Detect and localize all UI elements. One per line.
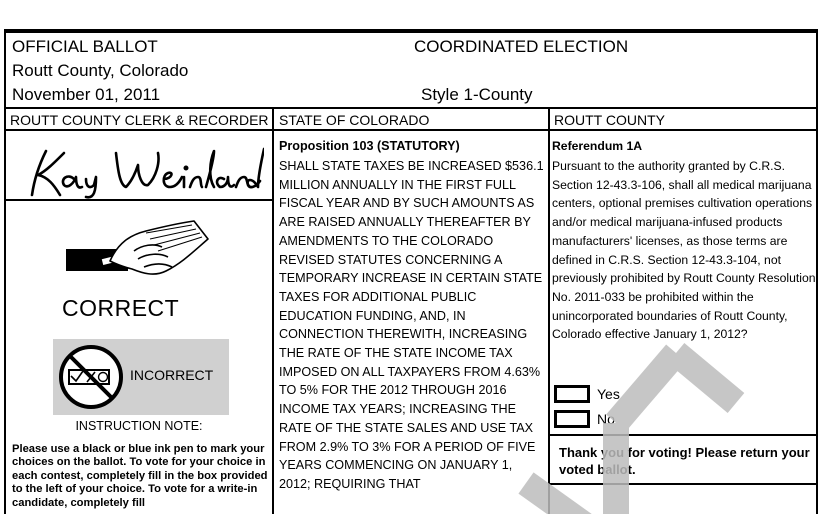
incorrect-label: INCORRECT: [130, 367, 214, 383]
referendum-text: Pursuant to the authority granted by C.R.S. Section 12-43.3-106, shall all medical marijuana centers, optional premises cultivation operations and/or medical marijuana-infused products manufacturers' licenses, as those terms are defined in C.R.S. Section 12-43.3-104, not previously prohibited by Routt County Resolution No. 2011-033 be prohibited within the unincorporated boundaries of Routt County, Colorado effective January 1, 2012?: [552, 159, 816, 342]
instruction-text: Please use a black or blue ink pen to mark your choices on the ballot. To vote for your choice in each contest, completely fill in the box provided to the left of your choice. To vote for a write-in candidate, completely fill: [12, 443, 268, 509]
instruction-title: INSTRUCTION NOTE:: [75, 419, 203, 433]
election-name: COORDINATED ELECTION: [414, 37, 629, 56]
referendum-title: Referendum 1A: [552, 139, 643, 153]
thank-you-note: Thank you for voting! Please return your voted ballot.: [559, 445, 810, 477]
no-label: No: [597, 411, 615, 427]
state-heading: STATE OF COLORADO: [279, 112, 430, 128]
county-heading: ROUTT COUNTY: [554, 112, 665, 128]
county-name: Routt County, Colorado: [12, 61, 189, 80]
incorrect-example: [53, 339, 229, 415]
column-header-divider: [6, 129, 818, 131]
column-divider-1: [272, 109, 274, 514]
ballot-title: OFFICIAL BALLOT: [12, 37, 158, 56]
thanks-divider: [548, 483, 818, 485]
prohibited-icon: [57, 343, 125, 411]
clerk-signature: [24, 141, 264, 199]
yes-label: Yes: [597, 386, 620, 402]
header-divider: [6, 107, 818, 109]
pen-marking-icon: [62, 213, 212, 299]
proposition-title: Proposition 103 (STATUTORY): [279, 139, 460, 153]
ballot-frame: [4, 31, 818, 514]
yes-checkbox[interactable]: [554, 385, 590, 403]
column-divider-2: [548, 109, 550, 514]
no-checkbox[interactable]: [554, 410, 590, 428]
ballot-style: Style 1-County: [421, 85, 533, 104]
proposition-text: SHALL STATE TAXES BE INCREASED $536.1 MILLION ANNUALLY IN THE FIRST FULL FISCAL YEAR AND BY SUCH AMOUNTS AS ARE RAISED ANNUALLY THEREAFTER BY AMENDMENTS TO THE COLORADO REVISED STATUTES CONCERNING A TEMPORARY INCREASE IN CERTAIN STATE TAXES FOR ADDITIONAL PUBLIC EDUCATION FUNDING, AND, IN CONNECTION THEREWITH, INCREASING THE RATE OF THE STATE INCOME TAX IMPOSED ON ALL TAXPAYERS FROM 4.63% TO 5% FOR THE 2012 THROUGH 2016 INCOME TAX YEARS; INCREASING THE RATE OF THE STATE SALES AND USE TAX FROM 2.9% TO 3% FOR A PERIOD OF FIVE YEARS COMMENCING ON JANUARY 1, 2012; REQUIRING THAT: [279, 159, 544, 491]
correct-label: CORRECT: [62, 295, 180, 321]
referendum-divider: [548, 434, 818, 436]
clerk-heading: ROUTT COUNTY CLERK & RECORDER: [10, 112, 269, 128]
election-date: November 01, 2011: [12, 85, 161, 104]
signature-divider: [6, 199, 272, 201]
